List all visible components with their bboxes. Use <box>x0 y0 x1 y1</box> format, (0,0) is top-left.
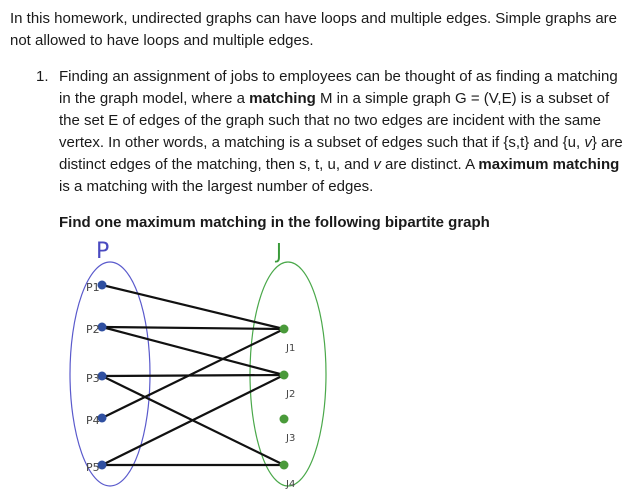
problem-text-5: is a matching with the largest number of edges. <box>59 178 374 195</box>
edge-p1-j1 <box>102 285 284 329</box>
vertex-label-p2: P2 <box>86 323 100 336</box>
edge-p4-j1 <box>102 329 284 418</box>
vertex-label-j3: J3 <box>286 433 296 444</box>
vertex-label-p5: P5 <box>86 461 100 474</box>
task-instruction: Find one maximum matching in the following bipartite graph <box>59 214 490 231</box>
vertex-label-j4: J4 <box>286 479 296 490</box>
problem-text-1: Finding an assignment of jobs to employees can be thought of as finding a matching in the graph model, where a <box>59 68 618 107</box>
term-matching: matching <box>249 90 316 107</box>
vertex-label-p3: P3 <box>86 372 100 385</box>
intro-paragraph: In this homework, undirected graphs can have loops and multiple edges. Simple graphs are not allowed to have loops and multiple edges. <box>10 10 618 49</box>
right-set-label: J <box>276 239 282 263</box>
vertex-label-p4: P4 <box>86 414 100 427</box>
edge-p2-j2 <box>102 327 284 375</box>
vertex-label-j1: J1 <box>286 343 296 354</box>
edge-p2-j1 <box>102 327 284 329</box>
vertex-j4 <box>280 461 289 470</box>
vertex-j2 <box>280 371 289 380</box>
var-v-1: v <box>584 134 592 151</box>
term-maximum-matching: maximum matching <box>478 156 620 173</box>
edge-p3-j2 <box>102 375 284 376</box>
vertex-j1 <box>280 325 289 334</box>
vertex-label-p1: P1 <box>86 281 100 294</box>
vertex-j3 <box>280 415 289 424</box>
var-v-2: v <box>373 156 381 173</box>
left-set-label: P <box>96 239 110 264</box>
problem-text-3: } are distinct edges of the matching, then s, t, u, and <box>59 134 623 173</box>
problem-text-2: M in a simple graph G = (V,E) is a subset of the set E of edges of the graph such that no two edges are incident with the same vertex. In other words, a matching is a subset of edges such that if {s,t} and {u, <box>59 90 610 151</box>
vertex-label-j2: J2 <box>286 389 296 400</box>
problem-text-4: are distinct. A <box>380 156 479 173</box>
problem-number: 1. <box>36 68 49 85</box>
left-partition-oval <box>70 262 150 486</box>
